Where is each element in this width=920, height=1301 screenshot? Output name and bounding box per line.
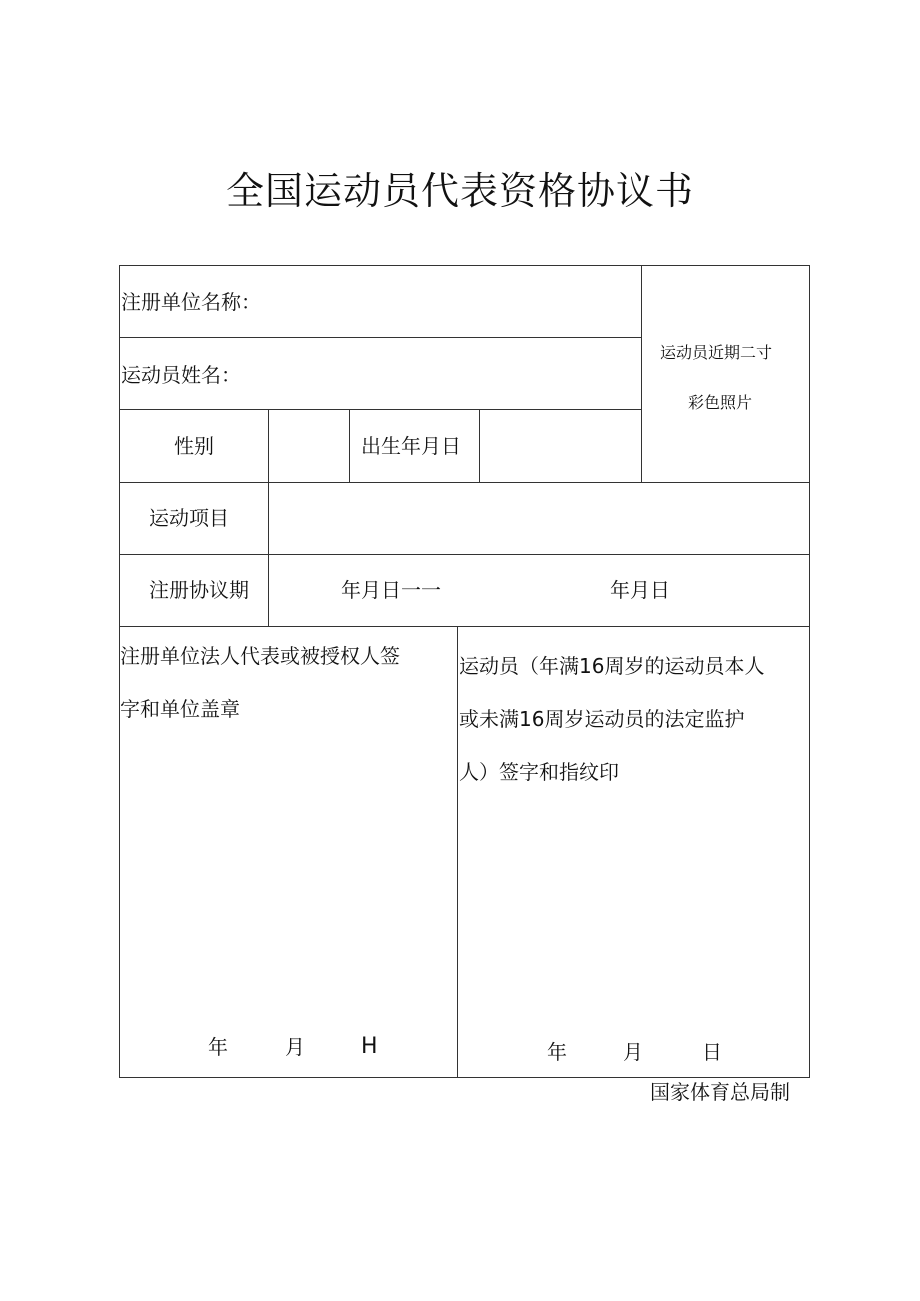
athlete-date-year: 年 (547, 1040, 567, 1064)
unit-date-day: H (361, 1034, 378, 1059)
unit-sign-line2: 字和单位盖章 (120, 697, 240, 721)
photo-label-line2: 彩色照片 (688, 393, 753, 412)
athlete-name-label: 运动员姓名： (121, 363, 241, 387)
photo-label-line1: 运动员近期二寸 (660, 343, 773, 362)
unit-date-year: 年 (208, 1035, 228, 1059)
gender-label: 性别 (174, 434, 214, 458)
unit-date-month: 月 (285, 1035, 305, 1059)
unit-name-field[interactable] (120, 266, 640, 337)
unit-name-label: 注册单位名称： (121, 290, 261, 314)
document-title: 全国运动员代表资格协议书 (225, 169, 694, 213)
athlete-date-day: 日 (702, 1040, 722, 1064)
period-label: 注册协议期 (149, 578, 249, 602)
unit-signature-area[interactable] (120, 627, 457, 1077)
issuer-footer: 国家体育总局制 (650, 1080, 790, 1104)
sport-field[interactable] (269, 483, 809, 554)
unit-sign-line1: 注册单位法人代表或被授权人签 (120, 644, 400, 668)
photo-box[interactable] (642, 266, 809, 482)
athlete-name-field[interactable] (120, 338, 640, 409)
birthdate-field[interactable] (480, 410, 641, 482)
athlete-sign-line1: 运动员（年满16周岁的运动员本人 (459, 654, 765, 678)
athlete-signature-area[interactable] (458, 627, 809, 1077)
period-field[interactable] (269, 555, 809, 626)
athlete-sign-line3: 人）签字和指纹印 (459, 760, 619, 784)
period-end: 年月日 (610, 578, 670, 602)
sport-label: 运动项目 (149, 506, 229, 530)
period-start: 年月日一一 (341, 578, 441, 602)
gender-field[interactable] (269, 410, 349, 482)
table-divider (349, 409, 350, 482)
athlete-date-month: 月 (623, 1040, 643, 1064)
table-border-bottom (119, 1077, 810, 1078)
table-border-right (809, 265, 810, 1078)
athlete-sign-line2: 或未满16周岁运动员的法定监护 (459, 707, 745, 731)
birthdate-label: 出生年月日 (361, 434, 461, 458)
